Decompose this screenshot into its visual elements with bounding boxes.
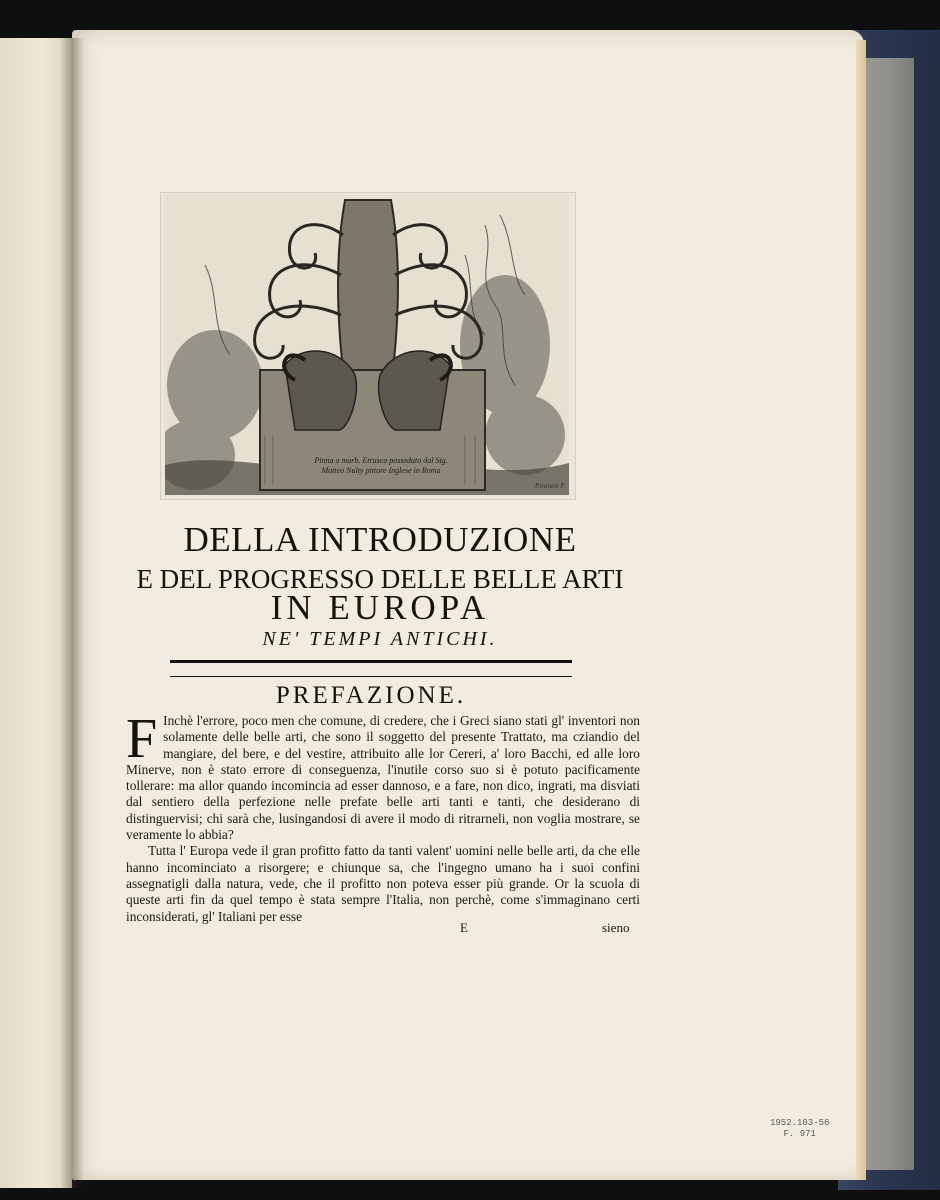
engraving-illustration [165,195,569,495]
paragraph-2: Tutta l' Europa vede il gran profitto fatto da tanti valent' uomini nelle belle arti, da che elle hanno incominciato a risorgere; e chiunque sa, che l'ingegno umano ha i suoi confini assegnatigli dalla natura, vede, che il profitto non poteva esser più grande. Or la scuola di queste arti fin da quel tempo è stata sempre l'Italia, non perchè, come s'immaginano certi inconsiderati, gl' Italiani per esse [126,843,640,924]
title-rule-thin [170,676,572,677]
drop-cap: F [126,708,158,770]
catchword: sieno [602,920,630,935]
body-text [126,708,640,925]
shelfmark-line2: F. 971 [783,1129,816,1139]
shelfmark-line1: 1952.103-56 [770,1118,830,1128]
plate-caption-line1: Pinna o marb. Etrusco posseduto dal Sig. [314,456,448,465]
book-gutter [60,38,84,1188]
preface-heading: PREFAZIONE. [275,682,467,709]
paragraph-1: Inchè l'errore, poco men che comune, di credere, che i Greci siano stati gl' inventori non solamente delle belle arti, che sono il soggetto del presente Trattato, ma cziandio del mangiare, del bere, e del vestire, attribuito alle lor Cereri, a' loro Bacchi, ed alle loro Minerve, non è stato errore di conseguenza, l'inutile corso suo si è potuto pacificamente tollerare: ma allor quando incomincia ad esser dannoso, e a fare, non dico, ingrati, ma disviati dal sentiero della perfezione nelle prefate belle arti tanti e tanti, che desiderano di distinguervisi; chi sarà che, lusingandosi di avere il modo di ritrarneli, non voglia mostrare, se veramente lo abbia? [126,713,640,843]
title-line4: NE' TEMPI ANTICHI. [262,628,498,650]
title-line1: DELLA INTRODUZIONE [183,520,577,559]
page-edge [856,40,866,1180]
shelfmark [770,1118,829,1140]
title-line3: IN EUROPA [270,588,490,627]
signature-letter: E [460,920,468,935]
title-line2: E DEL PROGRESSO DELLE BELLE ARTI [136,564,624,594]
engraver-signature: Piranesi F. [535,482,566,490]
plate-caption-line2: Matteo Nulty pittore Inglese in Roma [321,466,441,475]
title-rule-thick [170,660,572,663]
plate-caption [286,456,476,476]
